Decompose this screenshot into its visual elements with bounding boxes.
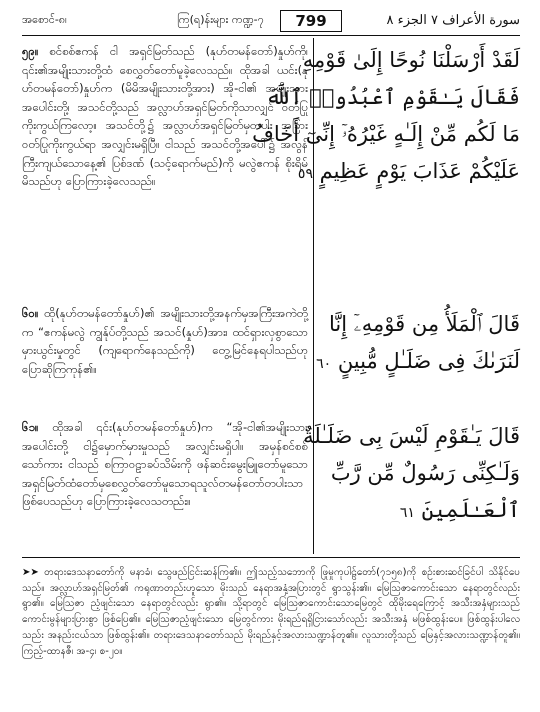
arabic-line: عَلَيْكُمْ عَذَابَ يَوْمٍ عَظِيمٍ ٥٩	[297, 159, 520, 183]
verse-number: ၅၉။	[22, 44, 39, 58]
verse-translation	[22, 418, 308, 511]
footnote-marker: ➤➤	[22, 567, 39, 578]
verse-number: ၆၁။	[22, 420, 39, 434]
volume-label: အစောင်-၈၊	[22, 13, 67, 26]
verse-text: ထိုအခါ ၎င်း(နုဟ်တမန်တော်နှုဟ်)က “အို-ငါ၏အမျိုးသားအပေါင်းတို့ ငါ၌မှောက်မှားမှုသည် အလျှင်းမရှိပါ။ အမှန်စင်စစ်သော်ကား ငါသည် စကြာဝဠာခပ်သိမ်းကို ဖန်ဆင်းမွေးမြူတော်မူသောအရှင်မြတ်ထံတော်မှစေလွှတ်တော်မူသောရသူလ်တမန်တော်တပါးသာဖြစ်ပေသည်ဟု ပြောကြားခဲ့လေသတည်း။	[22, 420, 308, 509]
arabic-line: وَلَـٰكِنِّى رَسُولٌ مِّن رَّبِّ	[330, 461, 520, 485]
arabic-line: لَنَرَىٰكَ فِى ضَلَـٰلٍ مُّبِينٍ ٦٠	[316, 349, 520, 373]
header-divider	[22, 35, 520, 36]
surah-juz-label: سورة الأعراف ٧ الجزء ٨	[386, 13, 520, 28]
arabic-line: قَالَ ٱلْمَلَأُ مِن قَوْمِهِۦٓ إِنَّا	[329, 312, 520, 336]
arabic-line: فَقَالَ يَـٰقَوْمِ ٱعْبُدُوا۟ ٱللَّهَ	[265, 85, 520, 109]
verse-number: ၆၀။	[22, 306, 39, 320]
verse-text: ထို(နုဟ်တမန်တော်နှုဟ်)၏ အမျိုးသားတို့အနက်မှအကြီးအကဲတို့က “ဧကန်မလွဲ ကျွန်ုပ်တို့သည် အသင်(နှုဟ်)အား၊ ထင်ရှားလှစွာသော မှားယွင်းမှုတွင် (ကျရောက်နေသည်ကို) တွေ့မြင်နေရပါသည်ဟု ပြောဆိုကြကုန်၏။	[22, 306, 309, 376]
verse-translation	[22, 304, 308, 378]
arabic-line: ٱلْعَـٰلَمِينَ ٦١	[399, 498, 520, 522]
arabic-line: قَالَ يَـٰقَوْمِ لَيْسَ بِى ضَلَـٰلَةٌ	[303, 424, 520, 448]
arabic-verse	[303, 418, 520, 532]
arabic-verse	[316, 306, 520, 383]
page-number: 799	[280, 10, 342, 32]
arabic-verse	[252, 42, 520, 193]
footnote-divider	[22, 557, 520, 558]
section-label: ကြ(ရ)န်းများ ကဏ္ဍ-၇	[177, 13, 264, 26]
footnote-text: တရားဒေသနာတော်ကို မနာခံ၊ သွေဖည်ငြင်းဆန်ကြ၏။ ဤသည့်သဘောကို ဖြုမှုကုပါဠ်တော်(၇၁၅၈)ကို စဉ်းစားဆင်ခြင်ပါ သိနိုင်ပေသည်။ အလ္လာဟ်အရှင်မြတ်၏ ကရုဏာတည်းဟူသော မိုးသည် နေရာအနှံ့အပြားတွင် ရွာသွန်း၏။ မြေသြဇာကောင်းသော နေရာတွင်လည်း ရွာ၏။ မြေသြဇာ ညံ့ဖျင်းသော နေရာတွင်လည်း ရွာ၏။ သို့ရာတွင် မြေသြဇာကောင်းသောမြေတွင် ထိုမိုးရေကြောင့် အသီးအနှံများသည် ကောင်းမွန်များပြားစွာ ဖြစ်ပြေ၏။ မြေသြဇာညံ့ဖျင်းသော မြေတွင်ကား မိုးရည်ရရှိငြားသော်လည်း အသီးအနှံ မဖြစ်ထွန်းပေ။ ဖြစ်ထွန်းပါလေသည်း အနည်းငယ်သာ ဖြစ်ထွန်း၏။ တရားဒေသနာတော်သည် မိုးရည်နှင့်အလားသဏ္ဍာန်တူ၏။ လူသားတို့သည် မြေနှင့်အလားသဏ္ဍာန်တူ၏။ ကြည့်-ထာနဇီ၊ အ-၄၊ စ-၂၀။	[22, 567, 520, 657]
verse-text: စင်စစ်ဧကန် ငါ အရှင်မြတ်သည် (နုဟ်တမန်တော်)နှုဟ်ကို၊ ၎င်း၏အမျိုးသားတို့ထံ စေလွှတ်တော်မူခဲ့လေသည်။ ထိုအခါ ယင်း(နုဟ်တမန်တော်)နှုဟ်က (မိမိအမျိုးသားတို့အား) အို-ငါ၏ အမျိုးသားအပေါင်းတို့၊ အသင်တို့သည် အလ္လာဟ်အရှင်မြတ်ကိုသာလျှင် ဝတ်ပြုကိုးကွယ်ကြလော့။ အသင်တို့၌ အလ္လာဟ်အရှင်မြတ်မှတပါး အခြားဝတ်ပြုကိုးကွယ်ရာ အလျှင်းမရှိပြီ။ ငါသည် အသင်တို့အပေါ်၌ အလွန်ကြီးကျယ်သောနေ့၏ ပြစ်ဒဏ် (သင့်ရောက်မည်)ကို မလွဲဧကန် စိုးရိမ်မိသည်ဟု ပြောကြားခဲ့လေသည်။	[22, 44, 309, 189]
footnote	[22, 565, 520, 659]
arabic-line: لَقَدْ أَرْسَلْنَا نُوحًا إِلَىٰ قَوْمِهِ	[302, 48, 520, 72]
verse-end-marker: ٦١	[399, 505, 415, 521]
arabic-line: مَا لَكُم مِّنْ إِلَـٰهٍ غَيْرُهُۥٓ إِنِّىٓ أَخَافُ	[252, 122, 520, 146]
page-header	[22, 10, 520, 32]
verse-end-marker: ٦٠	[316, 356, 332, 372]
verse-end-marker: ٥٩	[297, 166, 313, 182]
